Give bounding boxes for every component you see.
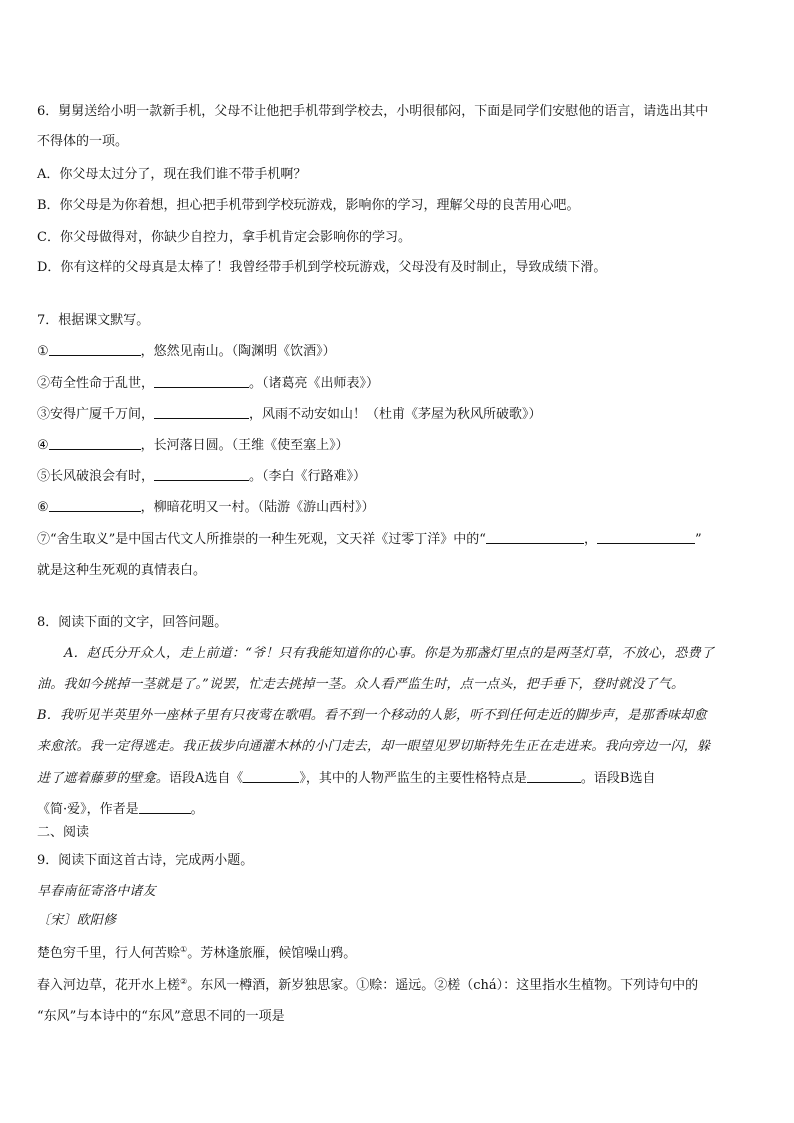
q7-item-2-pre: ②苟全性命于乱世， <box>37 376 155 391</box>
answer-blank[interactable] <box>486 531 584 544</box>
q7-item-5-pre: ⑤长风破浪会有时， <box>37 469 155 484</box>
q8-passage-b-end: 进了遮着藤萝的壁龛。 <box>37 771 170 786</box>
q6-option-b: B．你父母是为你着想，担心把手机带到学校玩游戏，影响你的学习，理解父母的良苦用心吧。 <box>37 198 580 213</box>
q6-stem-line1: 6．舅舅送给小明一款新手机，父母不让他把手机带到学校去，小明很郁闷，下面是同学们安慰他的语言，请选出其中 <box>37 104 709 119</box>
q8-question-line4 <box>37 801 204 818</box>
q7-stem: 7．根据课文默写。 <box>37 313 150 328</box>
answer-blank[interactable] <box>154 468 249 481</box>
poem-title: 早春南征寄洛中诸友 <box>37 884 156 899</box>
poem-author: 〔宋〕欧阳修 <box>37 913 117 928</box>
answer-blank[interactable] <box>49 437 141 450</box>
q7-item-1 <box>37 343 336 360</box>
footnote-mark-1: ① <box>180 945 188 954</box>
poem-line1-a: 楚色穷千里，行人何苦赊 <box>37 946 181 961</box>
q7-item-3 <box>37 406 542 423</box>
poem-line2-a: 春入河边草，花开水上槎 <box>37 978 181 993</box>
q6-option-a: A．你父母太过分了，现在我们谁不带手机啊？ <box>37 167 307 182</box>
answer-blank[interactable] <box>154 406 249 419</box>
q8-passage-b-line3 <box>37 770 655 787</box>
q7-item-2-post: 。（诸葛亮《出师表》） <box>249 376 380 391</box>
answer-blank[interactable] <box>139 801 191 814</box>
q7-item-4-post: ，长河落日圆。（王维《使至塞上》） <box>140 438 349 453</box>
q7-item-4 <box>37 437 349 454</box>
q7-item-3-pre: ③安得广厦千万间， <box>37 407 155 422</box>
answer-blank[interactable] <box>597 531 695 544</box>
q8-stem: 8．阅读下面的文字，回答问题。 <box>37 615 228 630</box>
answer-blank[interactable] <box>49 343 141 356</box>
q8-question-part3: 。语段B选自 <box>580 771 656 786</box>
poem-line2-b: 。东风一樽酒，新岁独思家。①赊：遥远。②槎（chá）：这里指水生植物。下列诗句中的 <box>187 978 699 993</box>
q8-question-part2: 》，其中的人物严监生的主要性格特点是 <box>299 771 527 786</box>
poem-line2 <box>37 978 698 994</box>
q7-item-5-post: 。（李白《行路难》） <box>249 469 367 484</box>
q7-item-7-line2: 就是这种生死观的真情表白。 <box>37 563 207 578</box>
answer-blank[interactable] <box>154 375 249 388</box>
q7-item-6-post: ，柳暗花明又一村。（陆游《游山西村》） <box>140 500 375 515</box>
footnote-mark-2: ② <box>180 977 188 986</box>
q7-item-4-pre: ④ <box>37 438 49 453</box>
q6-option-c: C．你父母做得对，你缺少自控力，拿手机肯定会影响你的学习。 <box>37 230 411 245</box>
q9-question: “东风”与本诗中的“东风”意思不同的一项是 <box>37 1009 285 1024</box>
poem-line1-b: 。芳林逢旅雁，候馆噪山鸦。 <box>187 946 357 961</box>
q7-item-1-post: ，悠然见南山。（陶渊明《饮酒》） <box>140 344 336 359</box>
q7-item-3-post: ，风雨不动安如山！（杜甫《茅屋为秋风所破歌》） <box>249 407 542 422</box>
q7-item-7-mid: ， <box>583 532 597 547</box>
q8-passage-a-line1: A．赵氏分开众人，走上前道：“爷！只有我能知道你的心事。你是为那盏灯里点的是两茎灯草，不放心，恐费了 <box>64 646 715 661</box>
q6-stem-line2: 不得体的一项。 <box>37 134 129 149</box>
q7-item-7-pre: ⑦“舍生取义”是中国古代文人所推崇的一种生死观，文天祥《过零丁洋》中的“ <box>37 532 486 547</box>
poem-line1 <box>37 946 356 962</box>
q7-item-7-post: ” <box>694 532 702 547</box>
answer-blank[interactable] <box>49 499 141 512</box>
q8-passage-b-line2: 来愈浓。我一定得逃走。我正拔步向通灌木林的小门走去，却一眼望见罗切斯特先生正在走进来。我向旁边一闪，躲 <box>37 739 711 754</box>
section-heading-reading: 二、阅读 <box>37 825 90 840</box>
q7-item-6-pre: ⑥ <box>37 500 49 515</box>
q7-item-6 <box>37 499 375 516</box>
q8-question-part1: 语段A选自《 <box>169 771 244 786</box>
q7-item-2 <box>37 375 379 392</box>
q7-item-5 <box>37 468 366 485</box>
q7-item-1-pre: ① <box>37 344 49 359</box>
q8-question-part5: 。 <box>190 802 204 817</box>
answer-blank[interactable] <box>527 770 581 783</box>
q8-passage-b-line1: B．我听见半英里外一座林子里有只夜莺在歌唱。看不到一个移动的人影，听不到任何走近的脚步声，是那香味却愈 <box>37 708 707 723</box>
q6-option-d: D．你有这样的父母真是太棒了！我曾经带手机到学校玩游戏，父母没有及时制止，导致成绩下滑。 <box>37 260 607 275</box>
q8-question-part4: 《简·爱》，作者是 <box>37 802 139 817</box>
answer-blank[interactable] <box>243 770 299 783</box>
q8-passage-a-line2: 油。我如今挑掉一茎就是了。”说罢，忙走去挑掉一茎。众人看严监生时，点一点头，把手垂下，登时就没了气。 <box>37 677 685 692</box>
q9-stem: 9．阅读下面这首古诗，完成两小题。 <box>37 853 254 868</box>
q7-item-7 <box>37 531 702 548</box>
